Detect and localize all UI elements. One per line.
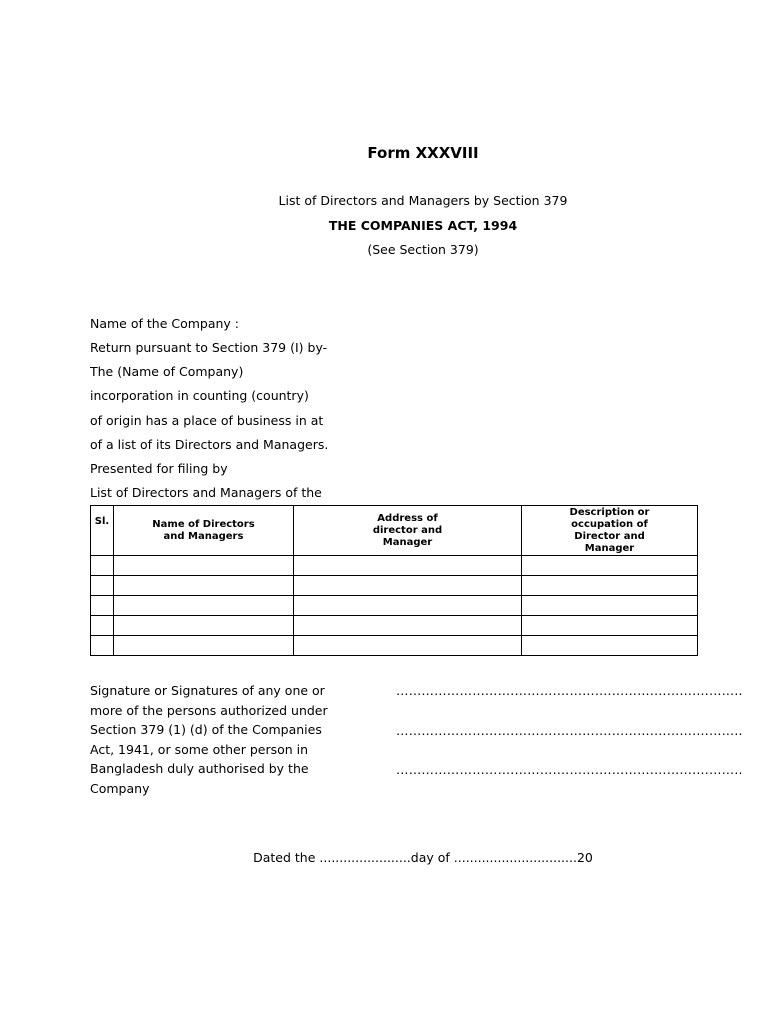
header-address: Address of director and Manager xyxy=(294,506,522,556)
field-company-name: Name of the Company : xyxy=(90,316,240,331)
signature-line-3: ……………………….……….………….……….……….……….. xyxy=(396,762,743,777)
table-header-row xyxy=(91,506,698,556)
header-name: Name of Directors and Managers xyxy=(114,506,294,556)
table-row xyxy=(91,636,698,656)
field-presented-by: Presented for filing by xyxy=(90,461,228,476)
field-incorporation: incorporation in counting (country) xyxy=(90,388,309,403)
field-origin: of origin has a place of business in at xyxy=(90,413,324,428)
table-row xyxy=(91,596,698,616)
header-description: Description or occupation of Director and Manager xyxy=(522,506,698,556)
header-sl: Sl. xyxy=(91,506,114,556)
field-list-of: List of Directors and Managers of the xyxy=(90,485,322,500)
table-row xyxy=(91,616,698,636)
table-row xyxy=(91,556,698,576)
form-subtitle: List of Directors and Managers by Section 379 xyxy=(278,193,568,208)
field-company-name-paren: The (Name of Company) xyxy=(90,364,244,379)
dated-line: Dated the .......................day of ...............................20 xyxy=(253,850,593,865)
act-title: THE COMPANIES ACT, 1994 xyxy=(328,218,518,233)
directors-table xyxy=(90,505,698,656)
field-list-directors: of a list of its Directors and Managers. xyxy=(90,437,329,452)
form-title: Form XXXVIII xyxy=(367,144,479,162)
see-section: (See Section 379) xyxy=(367,242,479,257)
signature-line-1: ……………………….……….………….……….……….……….. xyxy=(396,683,743,698)
table-row xyxy=(91,576,698,596)
signature-line-2: ……………………….……….………….……….……….……….. xyxy=(396,723,743,738)
signature-text: Signature or Signatures of any one or more of the persons authorized under Section 379 (1) (d) of the Companies Act, 1941, or some other person in Bangladesh duly authorised by the Company xyxy=(90,683,328,796)
field-return-pursuant: Return pursuant to Section 379 (I) by- xyxy=(90,340,328,355)
